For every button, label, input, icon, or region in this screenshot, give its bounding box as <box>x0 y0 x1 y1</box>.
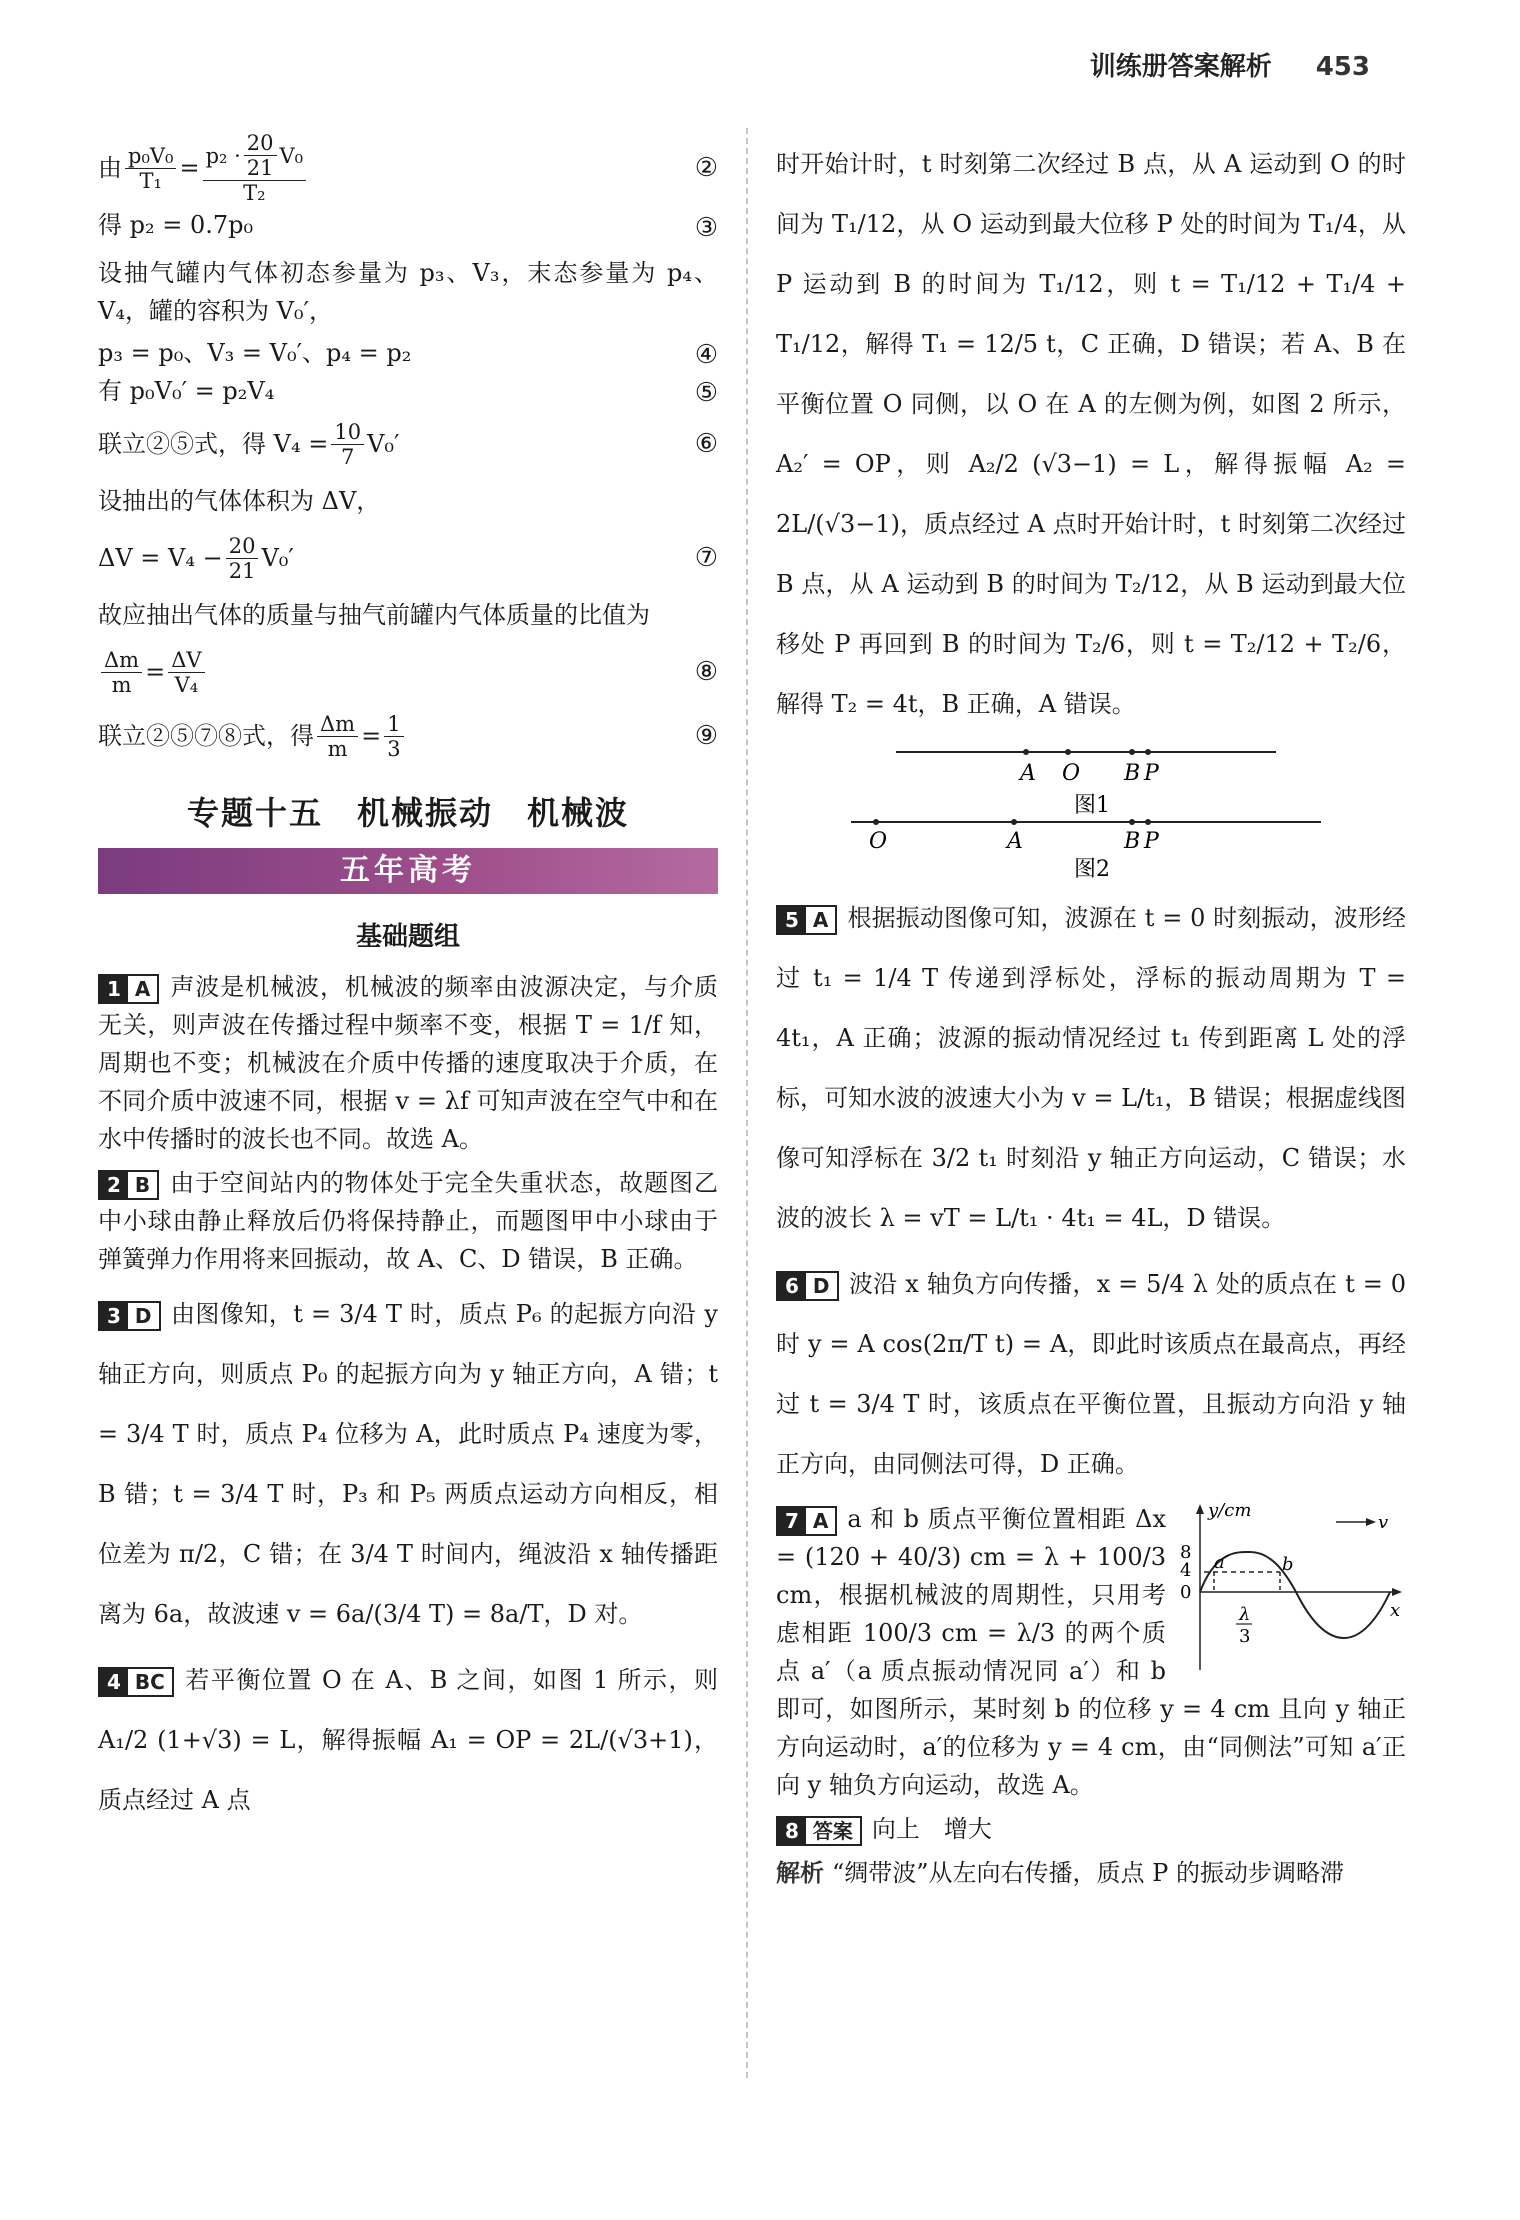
fig1-label-a: A <box>1020 761 1036 786</box>
fig2-point-a <box>1011 819 1017 825</box>
question-6: 6 D 波沿 x 轴负方向传播，x = 5/4 λ 处的质点在 t = 0 时 y = A cos(2π/T t) = A，即此时该质点在最高点，再经过 t = 3/4 T 时，该质点在平衡位置，且振动方向沿 y 轴正方向，由同侧法可得，D 正确。 <box>776 1270 1406 1478</box>
question-badge: 5 A <box>776 905 837 935</box>
question-badge: 8 答案 <box>776 1816 862 1846</box>
question-8: 8 答案 向上 增大 <box>776 1810 1406 1848</box>
wave-figure <box>1176 1500 1406 1680</box>
fig2-point-b <box>1129 819 1135 825</box>
x-axis-label: x <box>1390 1600 1401 1621</box>
eq-number: ③ <box>694 213 718 243</box>
question-5: 5 A 根据振动图像可知，波源在 t = 0 时刻振动，波形经过 t₁ = 1/4 T 传递到浮标处，浮标的振动周期为 T = 4t₁，A 正确；波源的振动情况经过 t₁ 传到距离 L 处的浮标，可知水波的波速大小为 v = L/t₁，B 错误；根据虚线图像可知浮标在 3/2 t₁ 时刻沿 y 轴正方向运动，C 错误；水波的波长 λ = vT = L/t₁ · 4t₁ = 4L，D 错误。 <box>776 904 1406 1232</box>
velocity-label: v <box>1378 1512 1389 1533</box>
paragraph: 设抽气罐内气体初态参量为 p₃、V₃，末态参量为 p₄、V₄，罐的容积为 V₀′， <box>98 259 718 325</box>
fig2-point-p <box>1145 819 1151 825</box>
eq-number: ④ <box>694 340 718 370</box>
question-7-block <box>776 1500 1406 1804</box>
y-tick-0: 0 <box>1180 1582 1192 1603</box>
y-tick-4: 4 <box>1180 1560 1192 1581</box>
fig1-point-p <box>1145 749 1151 755</box>
fig2-label-o: O <box>869 829 888 854</box>
eq-number: ⑥ <box>694 429 718 459</box>
section-banner: 五年高考 <box>98 848 718 894</box>
figure-1-2 <box>776 740 1406 880</box>
x-axis-arrow <box>1392 1588 1402 1596</box>
fig1-caption: 图1 <box>1074 793 1110 818</box>
analysis: 解析 “绸带波”从左向右传播，质点 P 的振动步调略滞 <box>776 1859 1344 1887</box>
equation-5: 有 p₀V₀′ = p₂V₄ ⑤ <box>98 377 718 408</box>
lambda-den: 3 <box>1239 1626 1251 1647</box>
eq-number: ② <box>694 153 718 183</box>
eq-number: ⑨ <box>694 721 718 751</box>
line-diagrams <box>776 740 1406 880</box>
fig2-label-p: P <box>1144 829 1159 854</box>
y-axis-label: y/cm <box>1208 1500 1252 1521</box>
subsection-title: 基础题组 <box>355 922 460 952</box>
fig1-label-o: O <box>1062 761 1081 786</box>
fig1-point-b <box>1129 749 1135 755</box>
question-badge: 3 D <box>98 1301 161 1331</box>
y-axis-arrow <box>1196 1504 1204 1514</box>
analysis-label: 解析 <box>776 1859 824 1887</box>
right-column <box>776 128 1406 1898</box>
lambda-num: λ <box>1239 1604 1251 1625</box>
topic-title: 专题十五 机械振动 机械波 <box>186 794 629 832</box>
page-number: 453 <box>1315 52 1370 82</box>
q4-continued: 时开始计时，t 时刻第二次经过 B 点，从 A 运动到 O 的时间为 T₁/12，从 O 运动到最大位移 P 处的时间为 T₁/4，从 P 运动到 B 的时间为 T₁/12，则 t = T₁/12 + T₁/4 + T₁/12，解得 T₁ = 12/5 t，C 正确，D 错误；若 A、B 在平衡位置 O 同侧，以 O 在 A 的左侧为例，如图 2 所示，A₂′ = OP，则 A₂/2 (√3−1) = L，解得振幅 A₂ = 2L/(√3−1)，质点经过 A 点时开始计时，t 时刻第二次经过 B 点，从 A 运动到 B 的时间为 T₂/12，从 B 运动到最大位移处 P 再回到 B 的时间为 T₂/6，则 t = T₂/12 + T₂/6，解得 T₂ = 4t，B 正确，A 错误。 <box>776 150 1406 718</box>
eq2-frac-right: p₂ · $\frac{20}{21}$ V₀ T₂ <box>203 131 307 205</box>
fig2-label-a: A <box>1007 829 1023 854</box>
question-4: 4 BC 若平衡位置 O 在 A、B 之间，如图 1 所示，则 A₁/2 (1+√3) = L，解得振幅 A₁ = OP = 2L/(√3+1)，质点经过 A 点 <box>98 1666 718 1814</box>
question-3: 3 D 由图像知，t = 3/4 T 时，质点 P₆ 的起振方向沿 y 轴正方向，则质点 P₀ 的起振方向为 y 轴正方向，A 错；t = 3/4 T 时，质点 P₄ 位移为 A，此时质点 P₄ 速度为零，B 错；t = 3/4 T 时，P₃ 和 P₅ 两质点运动方向相反，相位差为 π/2，C 错；在 3/4 T 时间内，绳波沿 x 轴传播距离为 6a，故波速 v = 6a/(3/4 T) = 8a/T，D 对。 <box>98 1300 718 1628</box>
eq2-frac-left: $\frac{\text{p₀V₀}}{\text{T₁}}$ <box>125 144 176 193</box>
page-header <box>1090 46 1370 83</box>
eq2-prefix: 由 <box>98 154 122 182</box>
point-a-label: a′ <box>1214 1552 1229 1573</box>
fig1-label-b: B <box>1124 761 1141 786</box>
question-badge: 4 BC <box>98 1667 174 1697</box>
equation-4: p₃ = p₀、V₃ = V₀′、p₄ = p₂ ④ <box>98 339 718 370</box>
fig2-label-b: B <box>1124 829 1141 854</box>
question-badge: 6 D <box>776 1271 839 1301</box>
equation-8: $\frac{\Delta m}{m}$ = $\frac{\Delta V}{\text{V₄}}$ ⑧ <box>98 640 718 704</box>
fig1-label-p: P <box>1144 761 1159 786</box>
eq-number: ⑦ <box>694 543 718 573</box>
eq-number: ⑧ <box>694 657 718 687</box>
eq-number: ⑤ <box>694 378 718 408</box>
point-b-label: b <box>1282 1554 1294 1575</box>
question-2: 2 B 由于空间站内的物体处于完全失重状态，故题图乙中小球由静止释放后仍将保持静止，而题图甲中小球由于弹簧弹力作用将来回振动，故 A、C、D 错误，B 正确。 <box>98 1169 718 1273</box>
equation-3: 得 p₂ = 0.7p₀ ③ <box>98 211 718 243</box>
fig2-point-o <box>873 819 879 825</box>
fig1-point-a <box>1023 749 1029 755</box>
question-badge: 7 A <box>776 1506 837 1536</box>
paragraph: 设抽出的气体体积为 ΔV， <box>98 487 381 515</box>
y-tick-8: 8 <box>1180 1542 1192 1563</box>
question-1: 1 A 声波是机械波，机械波的频率由波源决定，与介质无关，则声波在传播过程中频率不变，根据 T = 1/f 知，周期也不变；机械波在介质中传播的速度取决于介质，在不同介质中波速不同，根据 v = λf 可知声波在空气中和在水中传播时的波长也不同。故选 A。 <box>98 973 718 1153</box>
fig2-caption: 图2 <box>1074 857 1110 880</box>
equation-2: 由 $\frac{\text{p₀V₀}}{\text{T₁}}$ = p₂ · $\frac{20}{21}$ V₀ T₂ ② <box>98 131 718 205</box>
equation-9: 联立②⑤⑦⑧式，得 $\frac{\Delta m}{m}$ = $\frac{1}{3}$ ⑨ <box>98 711 718 761</box>
wave-graph <box>1176 1500 1406 1680</box>
velocity-arrow-head <box>1366 1518 1376 1526</box>
question-badge: 2 B <box>98 1170 159 1200</box>
fig1-point-o <box>1065 749 1071 755</box>
header-title: 训练册答案解析 <box>1089 52 1272 82</box>
column-divider <box>746 128 748 2078</box>
question-7: 7 A a 和 b 质点平衡位置相距 Δx = (120 + 40/3) cm = λ + 100/3 cm，根据机械波的周期性，只用考虑相距 100/3 cm = λ/3 的两个质点 a′（a 质点振动情况同 a′）和 b 即可，如图所示，某时刻 b 的位移 y = 4 cm 且向 y 轴正方向运动时，a′的位移为 y = 4 cm，由“同侧法”可知 a′正向 y 轴负方向运动，故选 A。 <box>776 1505 1406 1799</box>
equation-7: ΔV = V₄ − $\frac{20}{21}$ V₀′ ⑦ <box>98 533 718 583</box>
question-badge: 1 A <box>98 974 159 1004</box>
left-column <box>98 128 718 1836</box>
paragraph: 故应抽出气体的质量与抽气前罐内气体质量的比值为 <box>98 601 650 629</box>
equation-6: 联立②⑤式，得 V₄ = $\frac{10}{7}$ V₀′ ⑥ <box>98 419 718 469</box>
